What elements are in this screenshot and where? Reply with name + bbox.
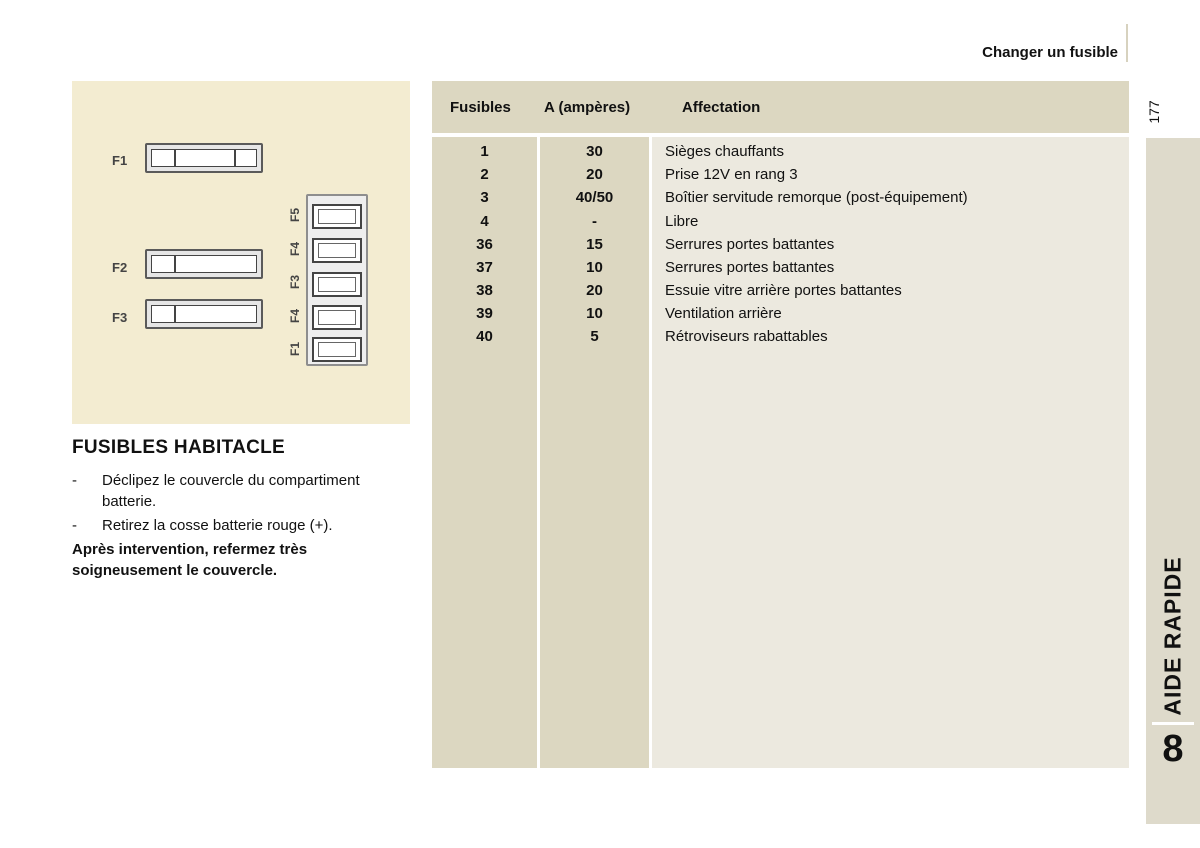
table-header xyxy=(432,81,1129,133)
small-fuse xyxy=(312,238,362,263)
chapter-title xyxy=(1146,556,1200,716)
table-row: 39 10 Ventilation arrière xyxy=(476,305,782,322)
table-row: 36 15 Serrures portes battantes xyxy=(476,236,835,253)
table-row: 4 - Libre xyxy=(480,213,699,230)
instruction-list xyxy=(72,470,407,539)
table-row: 3 40/50 Boîtier servitude remorque (post-équipement) xyxy=(480,189,968,206)
block-label-f3: F3 xyxy=(288,274,302,290)
instruction-step: - Déclipez le couvercle du compartiment batterie. xyxy=(72,472,360,510)
fuse-f3 xyxy=(145,299,263,329)
block-label-f1: F1 xyxy=(288,341,302,357)
fuse-block-small xyxy=(306,194,368,366)
chapter-divider xyxy=(1152,722,1194,725)
fuse-label-f1: F1 xyxy=(112,153,128,168)
column-header-affectation: Affectation xyxy=(682,99,761,116)
header-divider xyxy=(1126,24,1128,62)
block-label-f4-top: F4 xyxy=(288,241,302,257)
fuse-label-f2: F2 xyxy=(112,260,128,275)
page-number xyxy=(1140,96,1168,128)
instruction-step: - Retirez la cosse batterie rouge (+). xyxy=(72,517,333,534)
fuse-box-diagram xyxy=(72,81,410,424)
table-row: 38 20 Essuie vitre arrière portes battantes xyxy=(476,282,902,299)
section-heading: FUSIBLES HABITACLE xyxy=(72,437,285,458)
fuse-f2 xyxy=(145,249,263,279)
chapter-number: 8 xyxy=(1162,728,1184,770)
small-fuse xyxy=(312,272,362,297)
table-row: 37 10 Serrures portes battantes xyxy=(476,259,835,276)
small-fuse xyxy=(312,204,362,229)
instruction-note: Après intervention, refermez très soigneusement le couvercle. xyxy=(72,541,308,579)
page-number-text: 177 xyxy=(1146,100,1162,124)
fuse-f1 xyxy=(145,143,263,173)
table-row: 40 5 Rétroviseurs rabattables xyxy=(476,328,828,345)
fuse-table xyxy=(432,81,1129,768)
small-fuse xyxy=(312,337,362,362)
chapter-title-text: AIDE RAPIDE xyxy=(1159,556,1186,716)
table-row: 2 20 Prise 12V en rang 3 xyxy=(480,166,798,183)
column-header-amperes: A (ampères) xyxy=(544,99,631,116)
chapter-side-tab xyxy=(1146,138,1200,824)
block-label-f5: F5 xyxy=(288,207,302,223)
page-header-title: Changer un fusible xyxy=(982,44,1118,61)
column-header-fusibles: Fusibles xyxy=(450,99,511,116)
small-fuse xyxy=(312,305,362,330)
fuse-label-f3: F3 xyxy=(112,310,128,325)
table-row: 1 30 Sièges chauffants xyxy=(480,143,784,160)
block-label-f4-bottom: F4 xyxy=(288,308,302,324)
